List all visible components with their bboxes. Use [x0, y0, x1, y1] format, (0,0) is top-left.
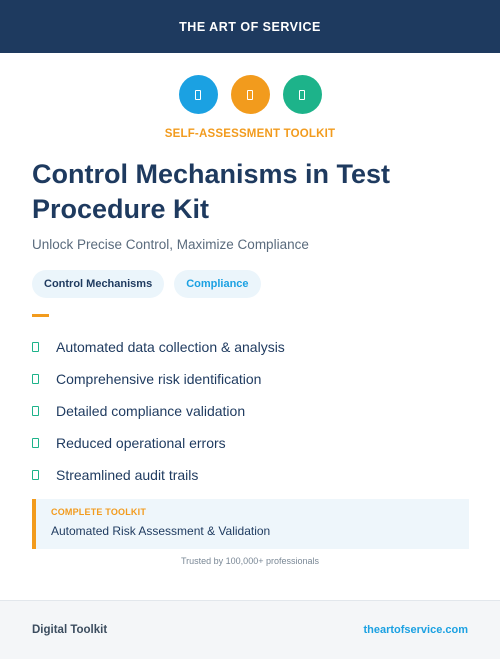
feature-text: Comprehensive risk identification: [56, 371, 262, 387]
check-icon: [32, 470, 39, 480]
tag-control-mechanisms: Control Mechanisms: [32, 270, 164, 298]
document-icon: [231, 75, 270, 114]
footer-bar: [0, 600, 500, 659]
callout-label: COMPLETE TOOLKIT: [51, 507, 147, 517]
list-item: [32, 395, 472, 427]
document-icon: [179, 75, 218, 114]
list-item: [32, 427, 472, 459]
website-link[interactable]: theartofservice.com: [363, 624, 468, 636]
subtitle: Unlock Precise Control, Maximize Compliance: [32, 237, 309, 252]
check-icon: [32, 342, 39, 352]
document-icon: [283, 75, 322, 114]
feature-text: Detailed compliance validation: [56, 403, 246, 419]
kicker-label: SELF-ASSESSMENT TOOLKIT: [164, 128, 336, 140]
check-icon: [32, 374, 39, 384]
list-item: [32, 331, 472, 363]
icon-row: [0, 75, 500, 114]
check-icon: [32, 406, 39, 416]
brand-name: THE ART OF SERVICE: [179, 19, 321, 34]
feature-text: Streamlined audit trails: [56, 467, 199, 483]
toolkit-callout: [32, 499, 469, 549]
trust-note: Trusted by 100,000+ professionals: [180, 556, 319, 566]
page-title: Control Mechanisms in Test Procedure Kit: [32, 159, 391, 224]
check-icon: [32, 438, 39, 448]
list-item: [32, 363, 472, 395]
footer-label: Digital Toolkit: [32, 624, 108, 636]
feature-list: [32, 331, 472, 491]
feature-text: Automated data collection & analysis: [56, 339, 285, 355]
feature-text: Reduced operational errors: [56, 435, 226, 451]
tag-compliance: Compliance: [174, 270, 260, 298]
header-bar: [0, 0, 500, 53]
accent-divider: [32, 314, 49, 317]
tag-list: [32, 270, 261, 298]
list-item: [32, 459, 472, 491]
callout-text: Automated Risk Assessment & Validation: [51, 524, 271, 538]
